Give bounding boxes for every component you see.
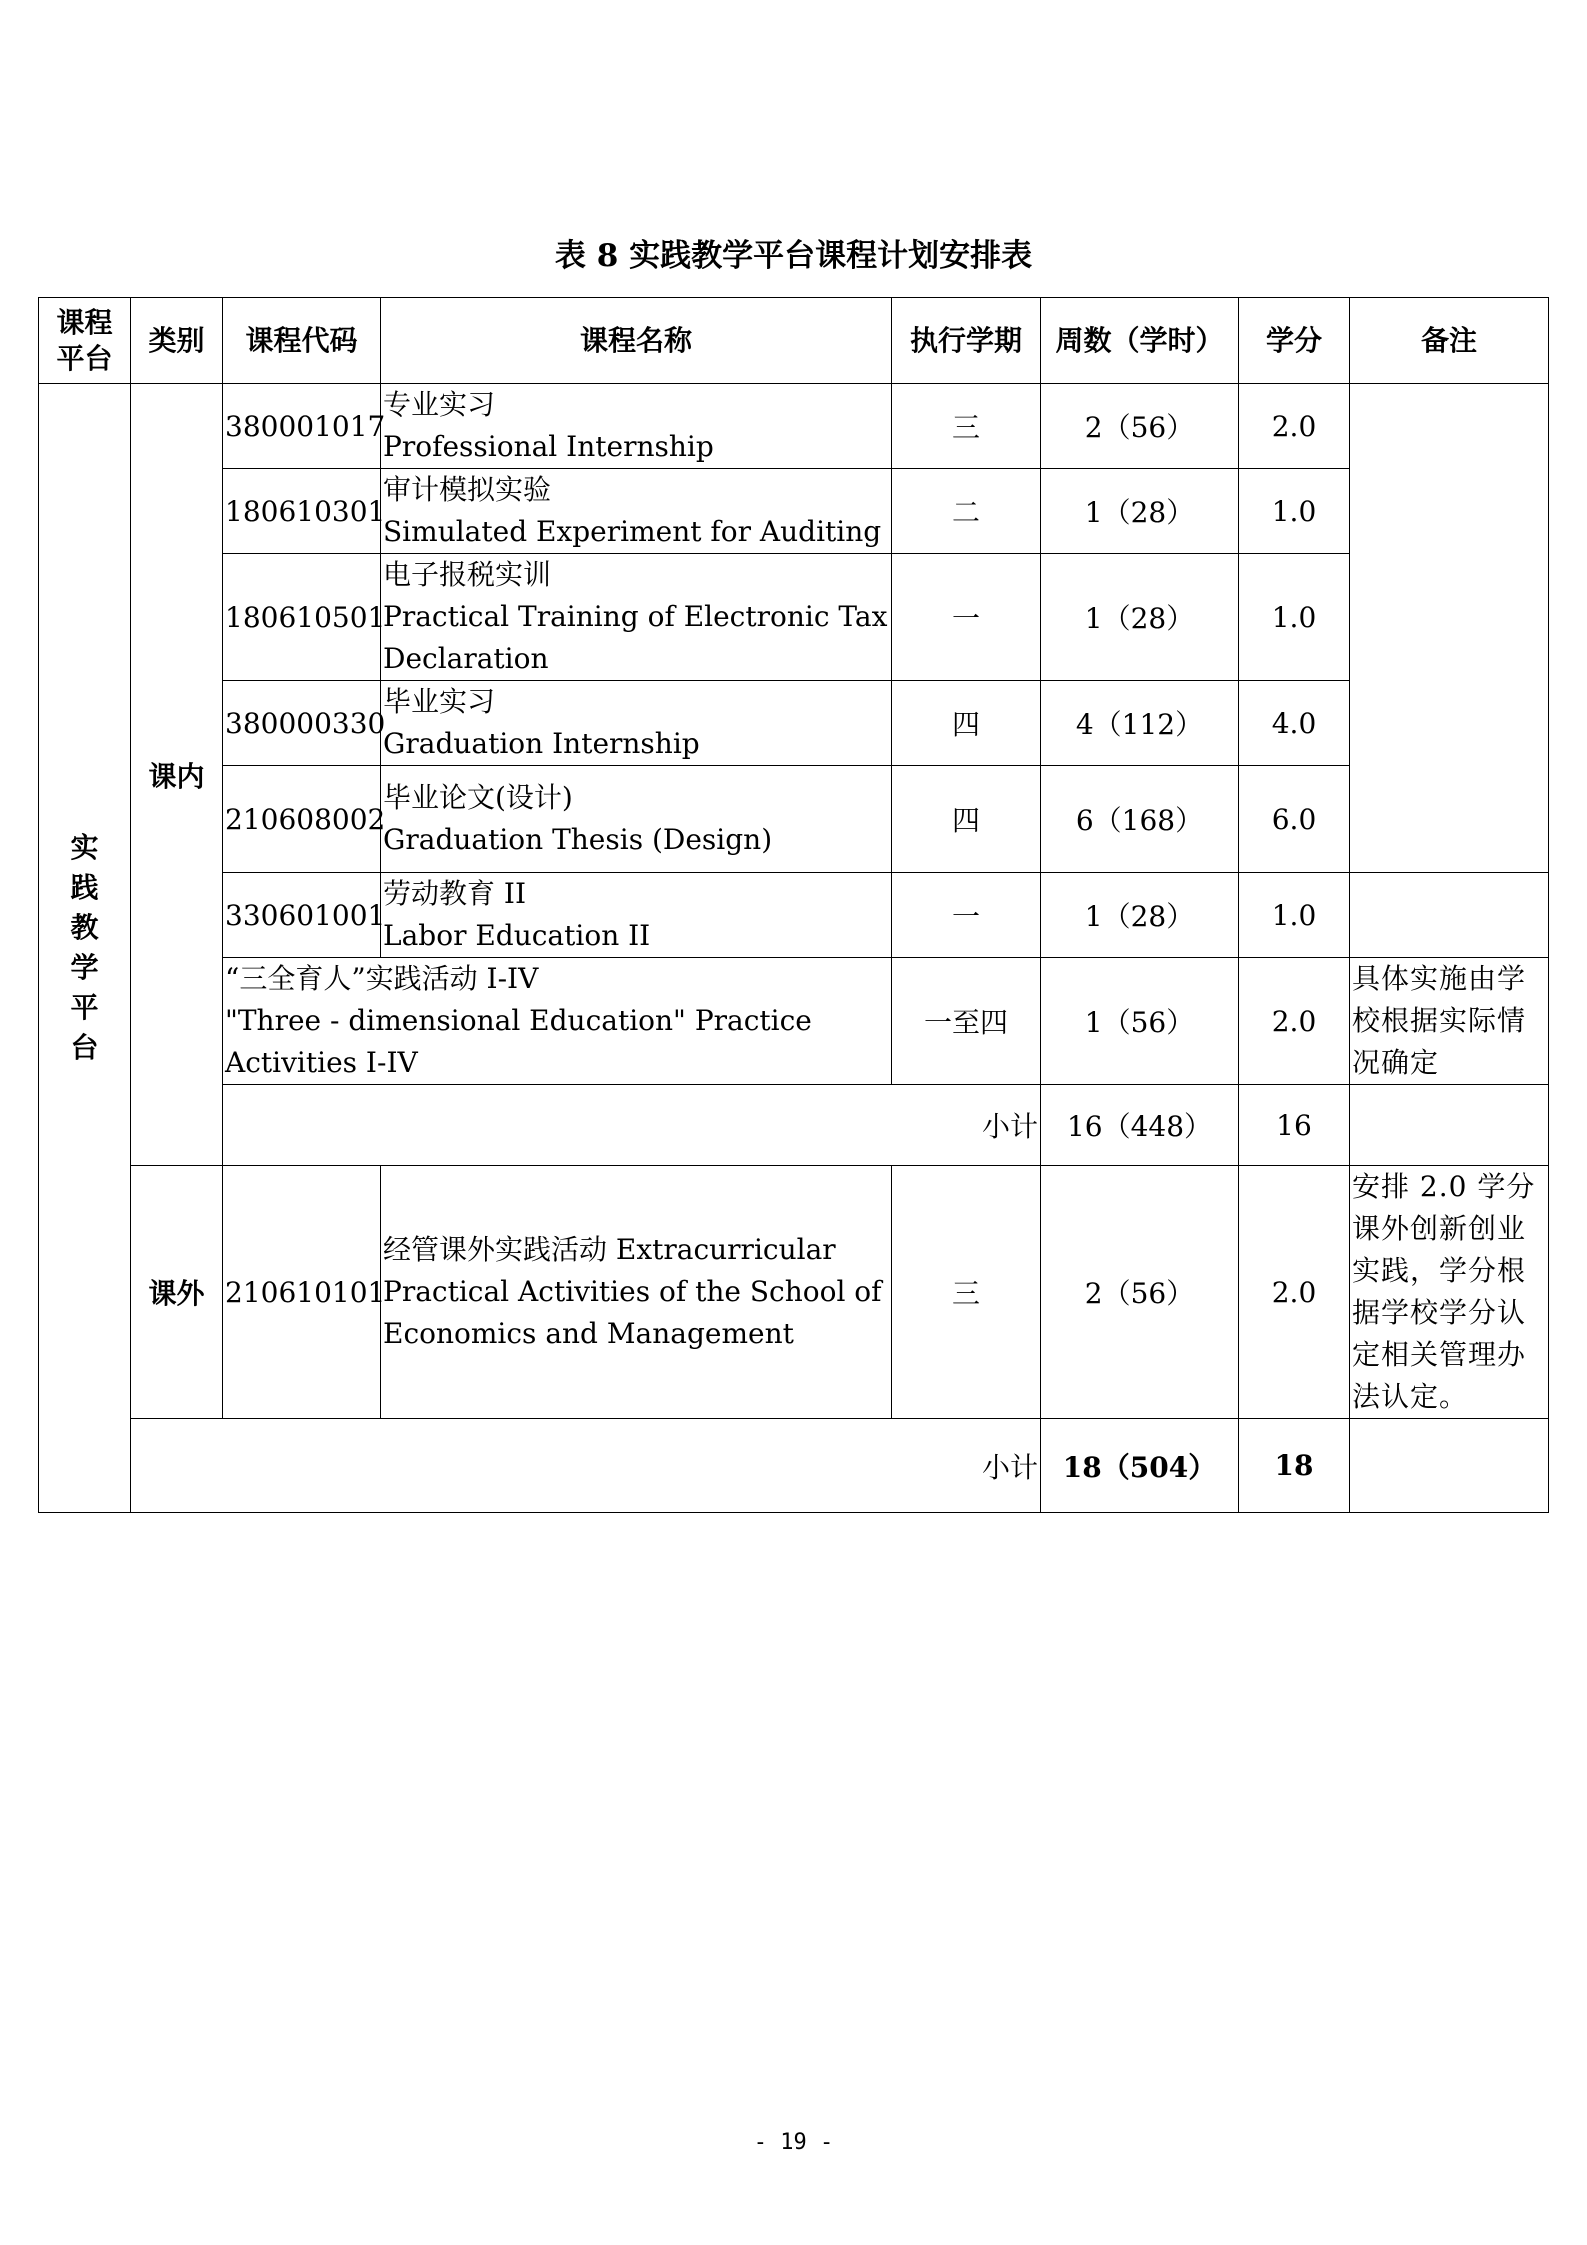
total-remark <box>1350 1419 1549 1513</box>
course-code: 180610501 <box>223 554 381 681</box>
course-semester: 四 <box>892 766 1041 873</box>
total-weeks: 18（504） <box>1041 1419 1239 1513</box>
header-semester: 执行学期 <box>892 298 1041 384</box>
total-row <box>39 1419 1549 1513</box>
activity-name-en: "Three - dimensional Education" Practice Activities I-IV <box>225 1004 812 1079</box>
course-credits: 1.0 <box>1239 873 1350 958</box>
course-semester: 二 <box>892 469 1041 554</box>
course-plan-table <box>38 297 1549 1513</box>
activity-weeks: 1（56） <box>1041 958 1239 1085</box>
course-name <box>381 873 892 958</box>
activity-name-zh: “三全育人”实践活动 I-IV <box>225 962 539 995</box>
course-weeks: 1（28） <box>1041 554 1239 681</box>
remark-empty <box>1350 873 1549 958</box>
activity-remark: 具体实施由学校根据实际情况确定 <box>1350 958 1549 1085</box>
course-name <box>381 766 892 873</box>
course-semester: 三 <box>892 1166 1041 1419</box>
course-weeks: 6（168） <box>1041 766 1239 873</box>
course-name <box>381 469 892 554</box>
header-name: 课程名称 <box>381 298 892 384</box>
subtotal-row <box>39 1085 1549 1166</box>
table-row <box>39 958 1549 1085</box>
table-title: 表 8 实践教学平台课程计划安排表 <box>554 238 1033 274</box>
table-row <box>39 1166 1549 1419</box>
course-semester: 四 <box>892 681 1041 766</box>
course-name-en: Graduation Internship <box>383 727 700 760</box>
course-name-en: Practical Training of Electronic Tax Declaration <box>383 600 888 675</box>
table-row <box>39 554 1549 681</box>
header-remarks: 备注 <box>1350 298 1549 384</box>
platform-label: 实践教学平台 <box>70 831 99 1064</box>
course-credits: 1.0 <box>1239 554 1350 681</box>
subtotal-label: 小计 <box>223 1085 1041 1166</box>
course-semester: 一 <box>892 873 1041 958</box>
subtotal-weeks: 16（448） <box>1041 1085 1239 1166</box>
table-row <box>39 681 1549 766</box>
remark-empty <box>1350 384 1549 873</box>
header-category: 类别 <box>131 298 223 384</box>
course-credits: 2.0 <box>1239 1166 1350 1419</box>
course-name <box>381 554 892 681</box>
course-name-zh: 毕业实习 <box>383 685 496 718</box>
total-credits: 18 <box>1239 1419 1350 1513</box>
category-in-class: 课内 <box>131 384 223 1166</box>
course-name-zh: 专业实习 <box>383 388 496 421</box>
category-out-class: 课外 <box>131 1166 223 1419</box>
course-semester: 一 <box>892 554 1041 681</box>
course-name <box>381 384 892 469</box>
course-weeks: 1（28） <box>1041 469 1239 554</box>
platform-cell <box>39 384 131 1513</box>
table-row <box>39 384 1549 469</box>
total-label: 小计 <box>131 1419 1041 1513</box>
course-name-en: Simulated Experiment for Auditing <box>383 515 882 548</box>
course-name-en: Professional Internship <box>383 430 714 463</box>
course-name: 经管课外实践活动 Extracurricular Practical Activities of the School of Economics and Management <box>381 1166 892 1419</box>
course-name-zh: 电子报税实训 <box>383 558 552 591</box>
header-weeks: 周数（学时） <box>1041 298 1239 384</box>
course-code: 330601001 <box>223 873 381 958</box>
subtotal-remark <box>1350 1085 1549 1166</box>
course-weeks: 1（28） <box>1041 873 1239 958</box>
course-name-zh: 毕业论文(设计) <box>383 781 573 814</box>
activity-credits: 2.0 <box>1239 958 1350 1085</box>
course-code: 210610101 <box>223 1166 381 1419</box>
out-remark: 安排 2.0 学分课外创新创业实践，学分根据学校学分认定相关管理办法认定。 <box>1350 1166 1549 1419</box>
header-row <box>39 298 1549 384</box>
course-name <box>381 681 892 766</box>
course-weeks: 4（112） <box>1041 681 1239 766</box>
course-code: 210608002 <box>223 766 381 873</box>
course-credits: 6.0 <box>1239 766 1350 873</box>
course-credits: 4.0 <box>1239 681 1350 766</box>
course-weeks: 2（56） <box>1041 384 1239 469</box>
subtotal-credits: 16 <box>1239 1085 1350 1166</box>
course-code: 380001017 <box>223 384 381 469</box>
course-credits: 2.0 <box>1239 384 1350 469</box>
activity-semester: 一至四 <box>892 958 1041 1085</box>
course-name-en: Graduation Thesis (Design) <box>383 823 773 856</box>
table-row <box>39 766 1549 873</box>
activity-name <box>223 958 892 1085</box>
course-code: 180610301 <box>223 469 381 554</box>
course-weeks: 2（56） <box>1041 1166 1239 1419</box>
header-credits: 学分 <box>1239 298 1350 384</box>
course-semester: 三 <box>892 384 1041 469</box>
table-row <box>39 873 1549 958</box>
header-platform: 课程平台 <box>39 298 131 384</box>
course-name-zh: 劳动教育 II <box>383 877 527 910</box>
course-code: 380000330 <box>223 681 381 766</box>
course-credits: 1.0 <box>1239 469 1350 554</box>
page-number: - 19 - <box>753 2130 834 2155</box>
header-code: 课程代码 <box>223 298 381 384</box>
course-name-en: Labor Education II <box>383 919 651 952</box>
table-row <box>39 469 1549 554</box>
course-name-zh: 审计模拟实验 <box>383 473 552 506</box>
